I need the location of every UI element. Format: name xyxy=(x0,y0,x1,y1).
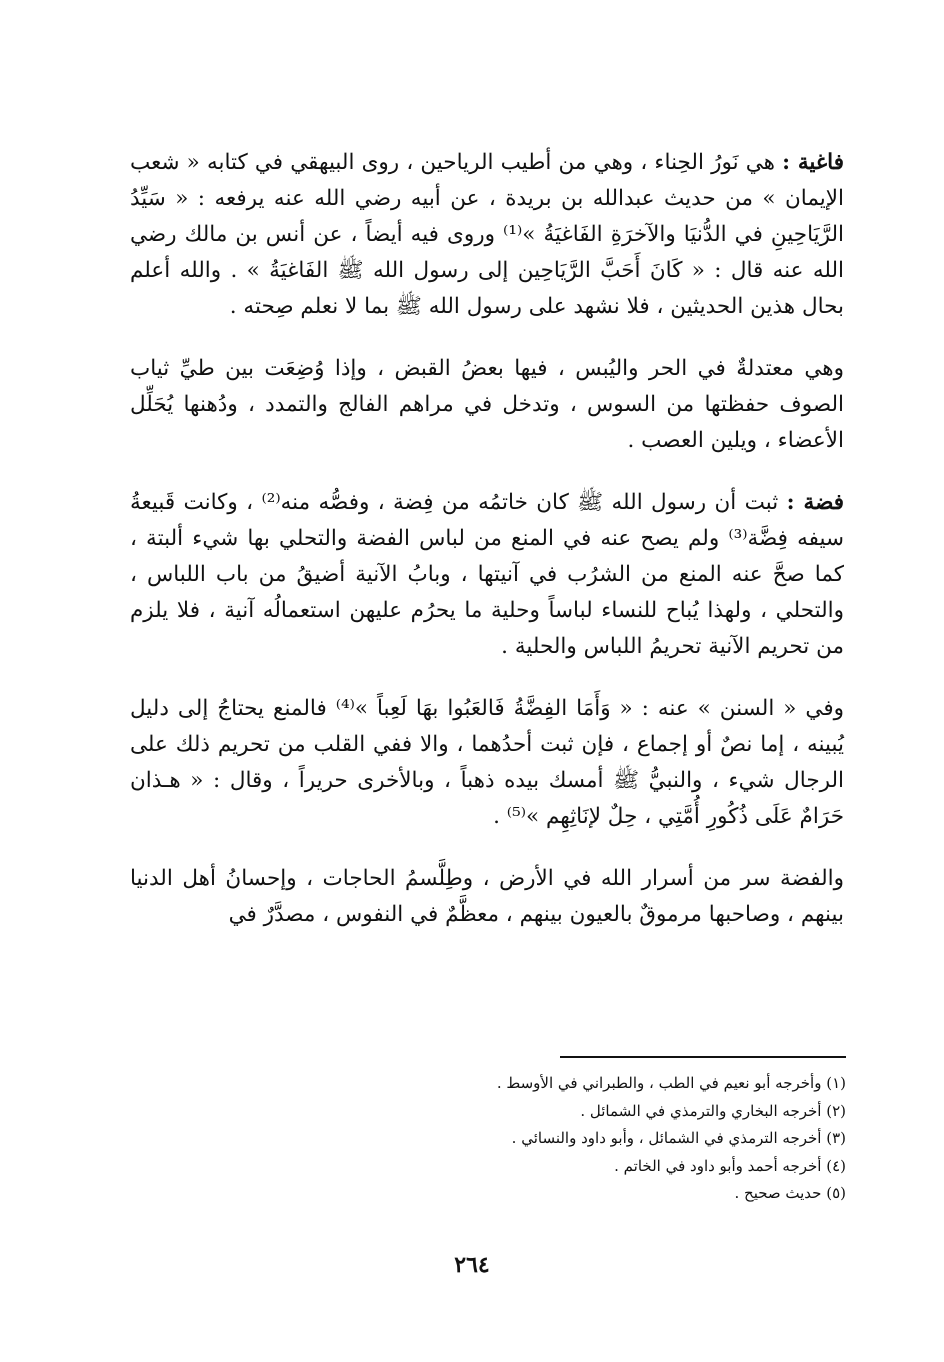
footnote-2: (٢) أخرجه البخاري والترمذي في الشمائل . xyxy=(580,1101,846,1120)
main-text xyxy=(130,145,844,959)
entry-heading-faghiya: فاغية : xyxy=(782,150,844,175)
footnote-4: (٤) أخرجه أحمد وأبو داود في الخاتم . xyxy=(614,1156,846,1175)
paragraph-sunan xyxy=(130,691,844,835)
paragraph-faghiya xyxy=(130,145,844,325)
footnote-1: (١) وأخرجه أبو نعيم في الطب ، والطبراني في الأوسط . xyxy=(496,1074,846,1092)
page-number: ٢٦٤ xyxy=(454,1252,490,1278)
entry-heading-fidda: فضة : xyxy=(786,490,845,515)
paragraph-text: وهي معتدلةٌ في الحر واليُبس ، فيها بعضُ القبض ، وإذا وُضِعَت بين طيِّ ثياب الصوف حفظتها من السوس ، وتدخل في مراهم الفالج والتمدد ، ودُهنها يُحَلِّل الأعضاء ، ويلين العصب . xyxy=(130,356,844,453)
paragraph-text: هي نَورُ الحِناء ، وهي من أطيب الرياحين ، روى البيهقي في كتابه « شعب الإيمان » من حديث عبدالله بن بريدة ، عن أبيه رضي الله عنه يرفعه : « سَيِّدُ الرَّيَاحِينِ في الدُّنيَا والآخرَةِ الفَاغيَةُ »⁽¹⁾ وروى فيه أيضاً ، عن أنس بن مالك رضي الله عنه قال : « كَانَ أَحَبَّ الرَّيَاحِين إلى رسول الله ﷺ الفَاغيَةُ » . والله أعلم بحال هذين الحديثين ، فلا نشهد على رسول الله ﷺ بما لا نعلم صِحته . xyxy=(130,150,844,319)
paragraph-silver-secret xyxy=(130,861,844,933)
paragraph-text: والفضة سر من أسرار الله في الأرض ، وطِلَّسمُ الحاجات ، وإحسانُ أهل الدنيا بينهم ، وصاحبها مرموقٌ بالعيون بينهم ، معظَّمٌ في النفوس ، مصدَّرٌ في xyxy=(130,866,844,927)
footnote-divider xyxy=(560,1056,846,1058)
footnotes xyxy=(400,1070,846,1208)
paragraph-text: ثبت أن رسول الله ﷺ كان خاتمُه من فِضة ، وفصُّه منه⁽²⁾ ، وكانت قَبيعةُ سيفه فِضَّة⁽³⁾ ولم يصح عنه في المنع من لباس الفضة والتحلي بها شيء ألبتة ، كما صحَّ عنه المنع من الشرُب في آنيتها ، وبابُ الآنية أضيقُ من باب اللباس ، والتحلي ، ولهذا يُباح للنساء لباساً وحلية ما يحرُم عليهن استعمالُه آنية ، فلا يلزم من تحريم الآنية تحريمُ اللباس والحلية . xyxy=(130,490,844,659)
paragraph-properties xyxy=(130,351,844,459)
paragraph-fidda xyxy=(130,485,844,665)
footnote-5: (٥) حديث صحيح . xyxy=(734,1184,846,1202)
footnote-3: (٣) أخرجه الترمذي في الشمائل ، وأبو داود والنسائي . xyxy=(511,1129,846,1147)
paragraph-text: وفي « السنن » عنه : « وَأَمَا الفِضَّةُ فَالعَبُوا بهَا لَعِباً »⁽⁴⁾ فالمنع يحتاجُ إلى دليل يُبينه ، إما نصٌ أو إجماع ، فإن ثبت أحدُهما ، والا ففي القلب من تحريم ذلك على الرجال شيء ، والنبيُّ ﷺ أمسك بيده ذهباً ، وبالأخرى حريراً ، وقال : « هـذان حَرَامٌ عَلَى ذُكُورِ أُمَّتِي ، حِلٌ لإنَاثِهِم »⁽⁵⁾ . xyxy=(130,696,844,829)
